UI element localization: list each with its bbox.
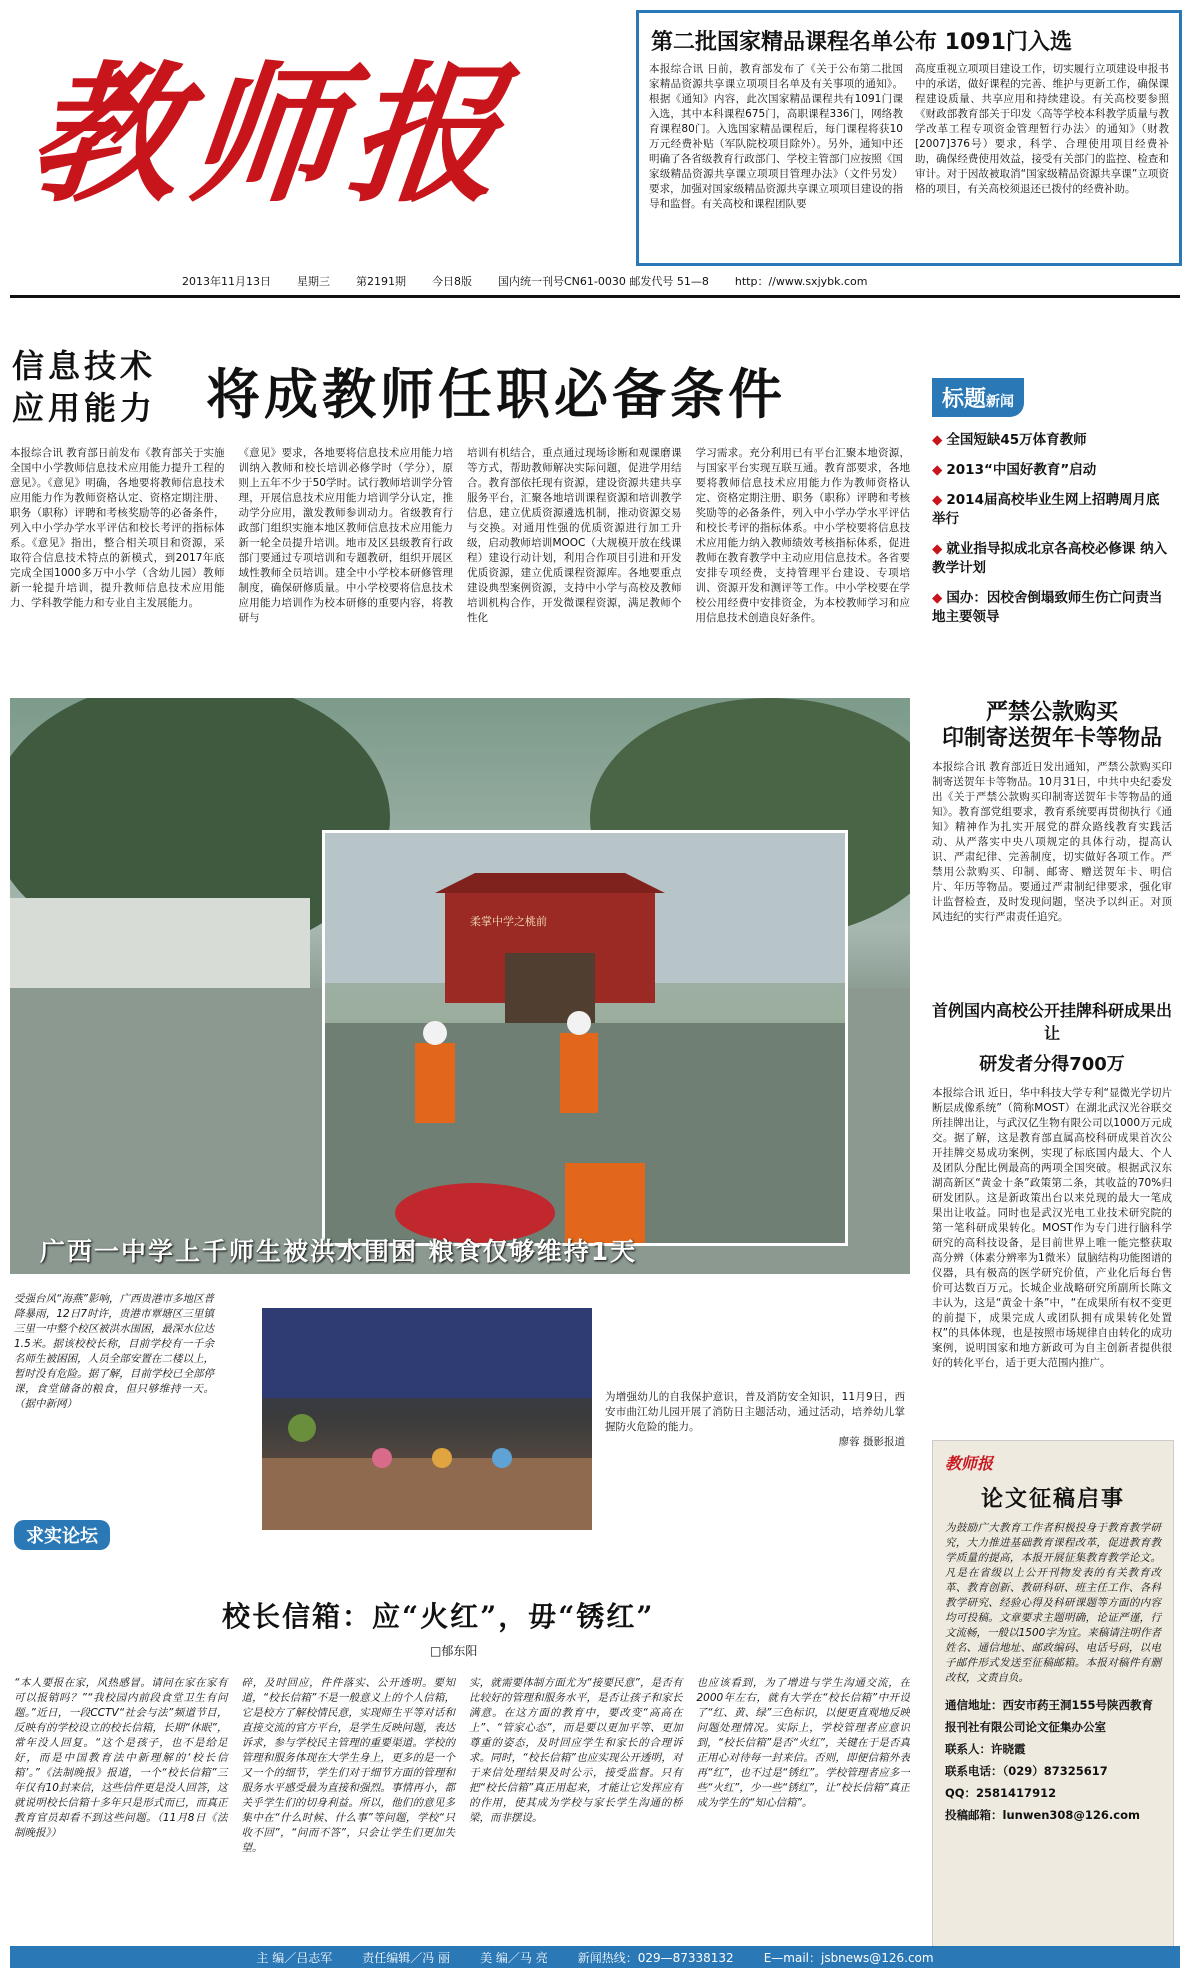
top-news-col2: 高度重视立项项目建设工作，切实履行立项建设申报书中的承诺，做好课程的完善、维护与更新工作，确保课程建设质量、共享应用和持续建设。有关高校要参照《财政部教育部关于印发〈高等学校本科教学质量与教学改革工程专项资金管理暂行办法〉的通知》（财教[2007]376号）要求，科学、合理使用项目经费补助，确保经费使用效益，接受有关部门的监控、检查和审计。对于因故被取消“国家级精品资源共享课”立项资格的项目，有关高校须退还已拨付的经费补助。 [915,63,1169,195]
footer-hotline: 新闻热线：029—87338132 [577,1950,734,1965]
flash-item[interactable]: ◆ 就业指导拟成北京各高校必修课 纳入教学计划 [932,540,1172,578]
footer-email[interactable]: E—mail：jsbnews@126.com [763,1950,934,1965]
forum-col4: 也应该看到，为了增进与学生沟通交流，在2000年左右，就有大学在“校长信箱”中开设了“红、黄、绿”三色标识，以便更直观地反映问题处理情况。实际上，学校管理者应意识到，“校长信箱”是否“火红”，关键在于是否真正用心对待每一封来信。否则，即便信箱外表再“红”，也不过是“锈红”。学校管理者应多一些“火红”，少一些“锈红”，让“校长信箱”真正成为学生的“知心信箱”。 [696,1677,910,1809]
lead-body [10,446,910,676]
flood-credit: （据中新网） [14,1398,77,1410]
flash-news [932,378,1172,638]
top-news-headline: 第二批国家精品课程名单公布 1091门入选 [651,30,1072,55]
forum-author: □郁东阳 [430,1644,478,1658]
forum-col2: 碎，及时回应，件件落实、公开透明。要知道，“校长信箱”不是一般意义上的个人信箱，它是校方了解校情民意，实现师生平等对话和直接交流的官方平台，是学生反映问题，表达诉求，参与学校民主管理的重要渠道。学校的管理和服务体现在大学生身上，更多的是一个又一个的细节，学生们对于细节方面的管理和服务水平感受最为直接和强烈。事情再小，都关乎学生们的切身利益。所以，他们的意见多集中在“什么时候、什么事”等问题，学校“只收不回”，“问而不答”，只会让学生们更加失望。 [241,1677,455,1854]
weekday: 星期三 [297,275,330,288]
lead-col2: 《意见》要求，各地要将信息技术应用能力培训纳入教师和校长培训必修学时（学分），原则上五年不少于50学时。试行教师培训学分管理，开展信息技术应用能力培训学分认定，推动学分应用，激发教师参训动力。省级教育行政部门组织实施本地区教师信息技术应用能力新一轮全员提升培训。地市及区县级教育行政部门要通过专项培训和专题教研，组织开展区域性教师全员培训。建全中小学校本研修管理制度，确保研修质量。中小学校要将信息技术应用能力培训作为校本研修的重要内容，将教研与 [238,447,453,624]
contest-contact [933,1686,1173,1834]
masthead-rule [10,295,1180,298]
footer-bar [10,1946,1180,1968]
website-url[interactable]: http：//www.sxjybk.com [734,275,868,288]
flash-item[interactable]: ◆ 2014届高校毕业生网上招聘周月底举行 [932,491,1172,529]
footer-duty-editor: 责任编辑／冯 丽 [362,1950,451,1965]
contest-body: 为鼓励广大教育工作者积极投身于教育教学研究，大力推进基础教育课程改革，促进教育教学质量的提高，本报开展征集教育教学论文。凡是在省级以上公开刊物发表的有关教育改革、教育创新、教研科研、班主任工作、各科教学研究、经验心得及科研课题等方面的内容均可投稿。文章要求主题明确，论证严谨，行文流畅，一般以1500字为宜。来稿请注明作者姓名、通信地址、邮政编码、电话号码，以电子邮件形式发送至征稿邮箱。本报对稿件有删改权，文责自负。 [945,1522,1161,1684]
flood-caption: 广西一中学上千师生被洪水围困 粮食仅够维持1天 [40,1237,638,1266]
footer-art-editor: 美 编／马 亮 [480,1950,548,1965]
flash-item[interactable]: ◆ 全国短缺45万体育教师 [932,431,1172,450]
page-count: 今日8版 [432,275,472,288]
forum-col3: 实，就需要体制方面尤为“接要民意”，是否有比较好的管理和服务水平，是否让孩子和家长满意。在这方面的教育中，要改变“高高在上”、“管家心态”，而是要以更加平等、更加尊重的姿态，及时回应学生和家长的合理诉求。同时，“校长信箱”也应实现公开透明，对于来信处理结果及时公示，接受监督。只有把“校长信箱”真正用起来，才能让它发挥应有的作用，使其成为学校与家长学生沟通的桥梁，而非摆设。 [469,1677,683,1824]
essay-contest [932,1440,1174,1962]
lead-col1: 本报综合讯 教育部日前发布《教育部关于实施全国中小学教师信息技术应用能力提升工程的意见》。《意见》明确，各地要将教师信息技术应用能力作为教师资格认定、资格定期注册、职务（职称）评聘和考核奖励等的必备条件，列入中小学办学水平评估和校长考评的指标体系。《意见》指出，整合相关项目和资源，采取符合信息技术特点的新模式，到2017年底完成全国1000多万中小学（含幼儿园）教师新一轮提升培训，提升教师信息技术应用能力、学科教学能力和专业自主发展能力。 [10,447,225,609]
lead-col4: 学习需求。充分利用已有平台汇聚本地资源，与国家平台实现互联互通。教育部要求，各地要将教师信息技术应用能力作为教师资格认定、资格定期注册、职务（职称）评聘和考核奖励等的必备条件，列入中小学办学水平评估和校长考评的指标体系。中小学校要将信息技术应用能力纳入教师绩效考核指标体系，促进教师在教育教学中主动应用信息技术。各省要安排专项经费，支持管理平台建设、专项培训、资源开发和测评等工作。中小学校要在学校公用经费中安排资金，为本校教师学习和应用信息技术创造良好条件。 [695,447,910,624]
lead-col3: 培训有机结合，重点通过现场诊断和观课磨课等方式，帮助教师解决实际问题，促进学用结合。教育部依托现有资源，建设资源共建共享服务平台，汇聚各地培训课程资源和培训教学信息，建立优质资源遴选机制，推动资源交易与交换。对通用性强的优质资源进行加工升级，启动教师培训MOOC（大规模开放在线课程）建设行动计划，利用合作项目引进和开发优质资源，建立优质课程资源库。各地要重点建设典型案例资源，支持中小学与高校及教师培训机构合作，开发微课程资源，满足教师个性化 [467,447,682,624]
issue-number: 第2191期 [356,275,406,288]
gate-sign: 柔掌中学之桃前 [470,915,547,928]
side-news2 [932,998,1172,1371]
kindergarten-photo [262,1308,592,1530]
top-news-col1: 本报综合讯 日前，教育部发布了《关于公布第二批国家精品资源共享课立项项目名单及有关事项的通知》。根据《通知》内容，此次国家精品课程共有1091门课入选，其中本科课程675门，高职课程336门，网络教育课程80门。入选国家精品课程后，每门课程将获10万元经费补贴（军队院校项目除外）。另外，通知中还明确了各省级教育行政部门、学校主管部门应按照《国家级精品资源共享课立项项目管理办法》（文件另发）要求，加强对国家级精品资源共享课立项项目建设的指导和监督。有关高校和课程团队要 [649,63,903,210]
contest-qq: QQ：2581417912 [945,1786,1057,1800]
contest-address: 通信地址：西安市药王洞155号陕西教育报刊社有限公司论文征集办公室 [945,1698,1154,1734]
forum-col1: “本人要报在家，风热感冒。请问在家在家有可以报销吗？”“我校园内前段食堂卫生有问题。”近日，一段CCTV“社会与法”频道节目，反映有的学校设立的校长信箱，长期“休眠”，常年没人回复。“这个是孩子，也不是给足好，而是中国教育法中新理解的‘校长信箱’。”《法制晚报》报道，一个“校长信箱”三年仅有10封来信，这些信件更是没人回答，这就说明校长信箱十多年只是形式而已，而真正教育官员却看不到这些问题。（11月8日《法制晚报》） [14,1677,228,1839]
kindergarten-scene [262,1308,592,1530]
contest-logo: 教师报 [945,1454,994,1473]
side-news2-subhead: 研发者分得700万 [979,1054,1125,1075]
side-news-card [932,700,1172,925]
rescue-photo [322,830,848,1246]
flash-item[interactable]: ◆ 国办：因校舍倒塌致师生伤亡问责当地主要领导 [932,589,1172,627]
rescue-scene [325,833,845,1243]
lead-kicker: 信息技术 应用能力 [12,347,157,427]
flash-item[interactable]: ◆ 2013“中国好教育”启动 [932,461,1172,480]
side-news2-headline: 首例国内高校公开挂牌科研成果出让 [932,1001,1173,1043]
side-news2-body: 本报综合讯 近日，华中科技大学专利“显微光学切片断层成像系统”（简称MOST）在湖北武汉光谷联交所挂牌出让，与武汉亿生物有限公司以1000万元成交。据了解，这是教育部直属高校科研成果首次公开挂牌交易成功案例，实现了标底国内最大、个人及团队分配比例最高的两项全国突破。根据武汉东湖高新区“黄金十条”政策第二条，其收益的70%归研发团队。这是新政策出台以来兑现的最大一笔成果出让收益。同时也是武汉光电工业技术研究院的第一笔科研成果转化。MOST作为专门进行脑科学研究的高科技设备，是目前世界上唯一能完整获取高分辨（体素分辨率为1微米）鼠脑结构功能图谱的仪器，具有极高的医学研究价值，产业化后每台售价可达数百万元。长城企业战略研究所副所长陈文丰认为，这是“黄金十条”中，“在成果所有权不变更的前提下，成果完成人或团队拥有成果转化处置权”的具体体现，也是按照市场规律自由转化的成功案例，说明国家和地方新政可为自主创新者提供很好的转化平台，适于更大范围内推广。 [932,1087,1172,1369]
dateline [182,273,1182,289]
contest-email[interactable]: 投稿邮箱：lunwen308@126.com [945,1808,1141,1822]
contest-contact-person: 联系人：许晓霞 [945,1742,1026,1756]
side-news1-headline: 严禁公款购买 印制寄送贺年卡等物品 [941,700,1162,751]
lead-headline: 将成教师任职必备条件 [206,363,786,426]
flood-text: 受强台风“海燕”影响，广西贵港市多地区普降暴雨，12日7时许，贵港市覃塘区三里镇三里一中整个校区被洪水围困，最深水位达1.5米。据该校校长称，目前学校有一千余名师生被困困，人员全部安置在二楼以上，暂时没有危险。据了解，目前学校已全部停课，食堂储备的粮食，但只够维持一天。 （据中新网） [14,1293,214,1410]
top-news-box [636,10,1182,266]
forum-headline: 校长信箱：应“火红”，毋“锈红” [222,1600,655,1633]
date: 2013年11月13日 [182,275,271,288]
forum-body [14,1676,910,1938]
forum-tag: 求实论坛 [14,1520,110,1550]
footer-editor: 主 编／吕志军 [256,1950,333,1965]
contest-title: 论文征稿启事 [980,1487,1125,1512]
side-news1-body: 本报综合讯 教育部近日发出通知，严禁公款购买印制寄送贺年卡等物品。10月31日，中共中央纪委发出《关于严禁公款购买印制寄送贺年卡等物品的通知》。教育部党组要求，教育系统要再贯彻执行《通知》精神作为扎实开展党的群众路线教育实践活动、从严落实中央八项规定的具体行动，提高认识、严肃纪律、完善制度，切实做好各项工作。严禁用公款购买、印制、邮寄、赠送贺年卡、明信片、年历等物品。要通过严肃制纪律要求，强化审计监督检查，及时发现问题，坚决予以纠正。对顶风违纪的实行严肃责任追究。 [932,761,1172,923]
flash-news-title: 标题新闻 [932,378,1024,417]
masthead-title: 教师报 [20,47,520,223]
kids-credit: 廖蓉 摄影报道 [838,1436,905,1448]
kids-caption: 为增强幼儿的自我保护意识，普及消防安全知识，11月9日，西安市曲江幼儿园开展了消防日主题活动，通过活动，培养幼儿掌握防火危险的能力。 廖蓉 摄影报道 [605,1391,905,1448]
contest-phone: 联系电话：（029）87325617 [945,1764,1108,1778]
publication-codes: 国内统一刊号CN61-0030 邮发代号 51—8 [498,275,709,288]
